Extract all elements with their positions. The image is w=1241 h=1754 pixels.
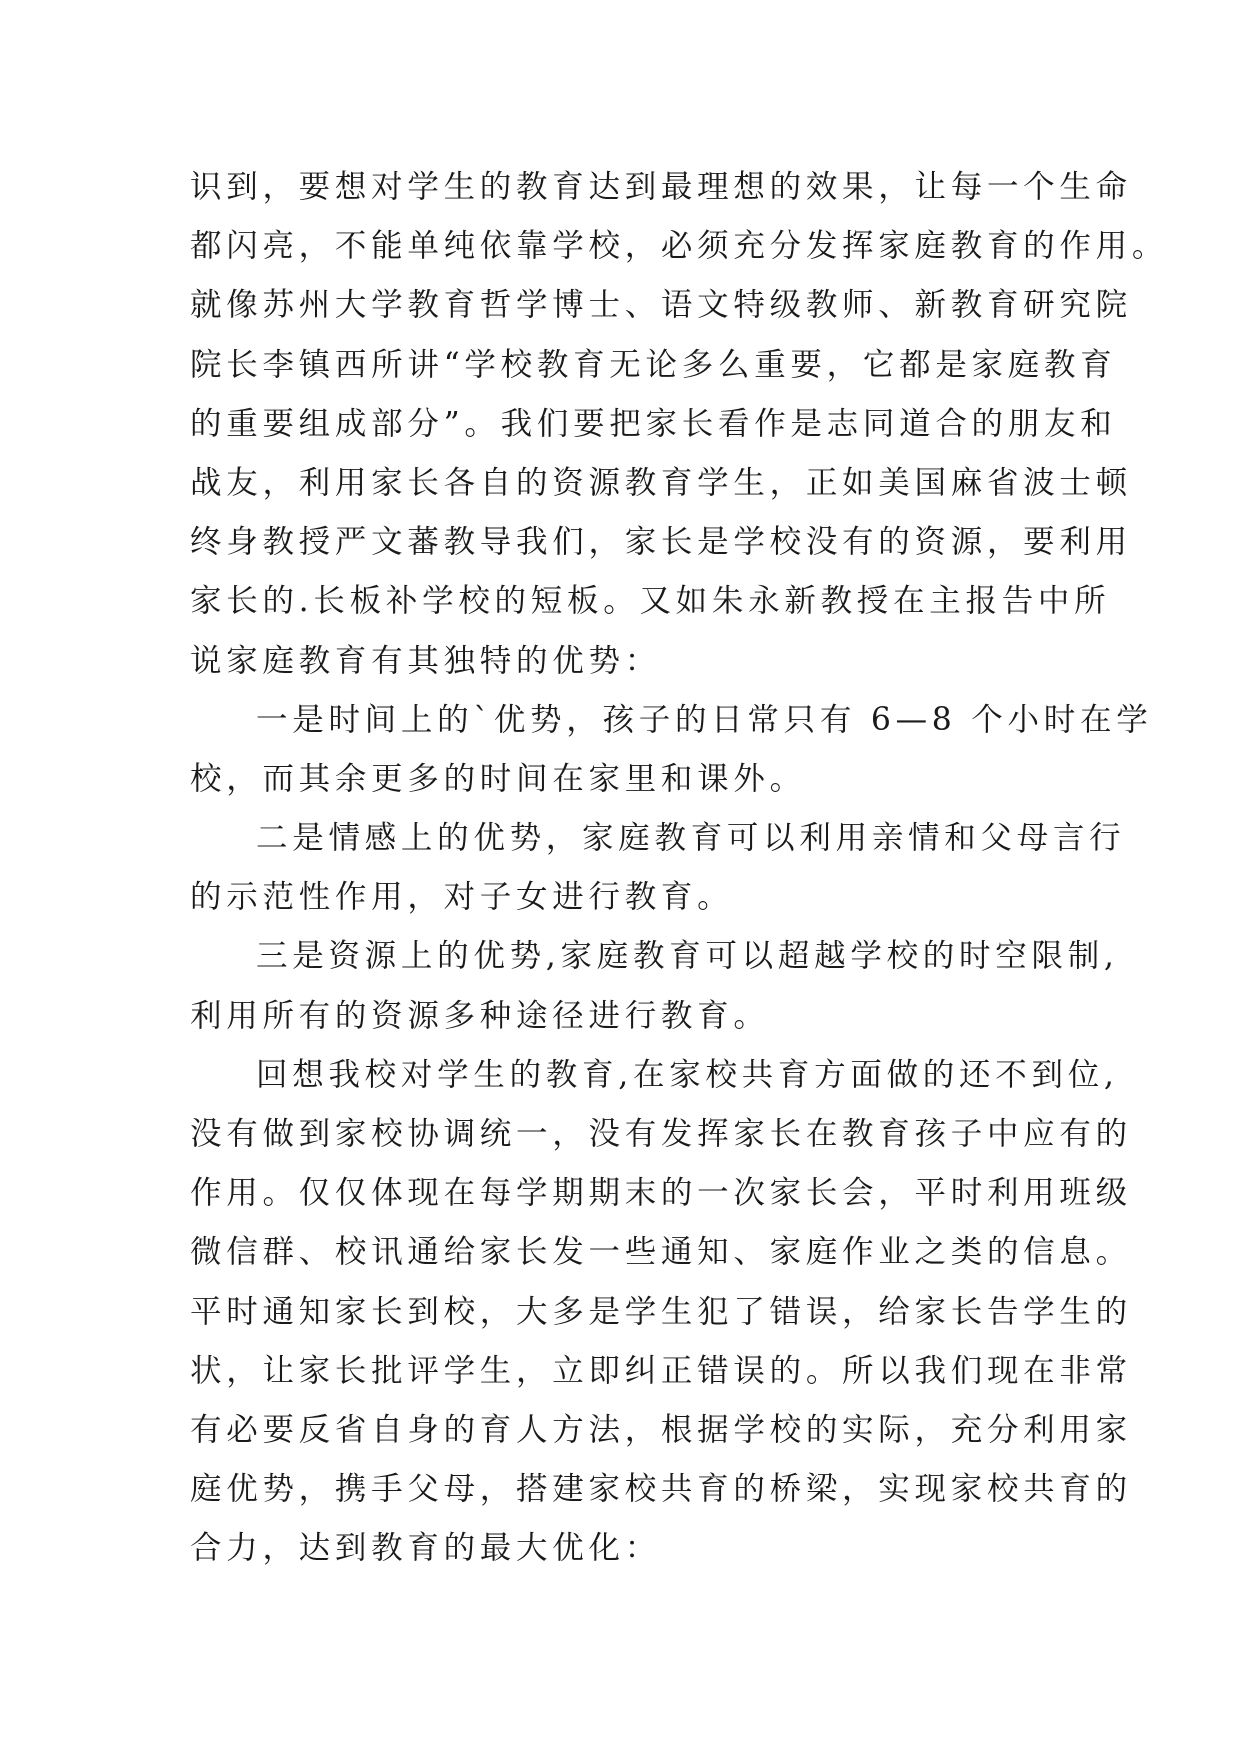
- text-line: 庭优势，携手父母，搭建家校共育的桥梁，实现家校共育的: [190, 1471, 1132, 1508]
- body-text: [190, 158, 1169, 1579]
- text-line: 家长的.长板补学校的短板。又如朱永新教授在主报告中所: [190, 583, 1111, 620]
- text-line: 战友，利用家长各自的资源教育学生，正如美国麻省波士顿: [190, 464, 1132, 501]
- text-line: 识到，要想对学生的教育达到最理想的效果，让每一个生命: [190, 169, 1132, 205]
- text-line: 就像苏州大学教育哲学博士、语文特级教师、新教育研究院: [190, 287, 1132, 324]
- text-line: 作用。仅仅体现在每学期期末的一次家长会，平时利用班级: [190, 1175, 1132, 1212]
- text-line: 终身教授严文蕃教导我们，家长是学校没有的资源，要利用: [190, 524, 1132, 561]
- text-line: 微信群、校讯通给家长发一些通知、家庭作业之类的信息。: [190, 1234, 1132, 1271]
- text-line: 状，让家长批评学生，立即纠正错误的。所以我们现在非常: [190, 1352, 1132, 1389]
- paragraph-first-line: 一是时间上的`优势，孩子的日常只有 6—8 个小时在学: [256, 701, 1153, 738]
- paragraph-first-line: 二是情感上的优势，家庭教育可以利用亲情和父母言行: [256, 820, 1126, 857]
- text-line: 合力，达到教育的最大优化：: [190, 1530, 661, 1567]
- text-line: 院长李镇西所讲“学校教育无论多么重要，它都是家庭教育: [190, 346, 1117, 383]
- text-line: 都闪亮，不能单纯依靠学校，必须充分发挥家庭教育的作用。: [190, 228, 1169, 265]
- text-line: 说家庭教育有其独特的优势：: [190, 642, 661, 679]
- text-line: 的重要组成部分”。我们要把家长看作是志同道合的朋友和: [190, 405, 1117, 442]
- text-line: 利用所有的资源多种途径进行教育。: [190, 997, 770, 1034]
- paragraph-first-line: 回想我校对学生的教育,在家校共育方面做的还不到位,: [256, 1056, 1119, 1093]
- text-line: 没有做到家校协调统一，没有发挥家长在教育孩子中应有的: [190, 1116, 1132, 1152]
- paragraph-first-line: 三是资源上的优势,家庭教育可以超越学校的时空限制,: [256, 938, 1119, 975]
- text-line: 有必要反省自身的育人方法，根据学校的实际，充分利用家: [190, 1411, 1132, 1448]
- text-line: 的示范性作用，对子女进行教育。: [190, 879, 734, 916]
- text-line: 校，而其余更多的时间在家里和课外。: [190, 760, 806, 797]
- text-line: 平时通知家长到校，大多是学生犯了错误，给家长告学生的: [190, 1293, 1132, 1330]
